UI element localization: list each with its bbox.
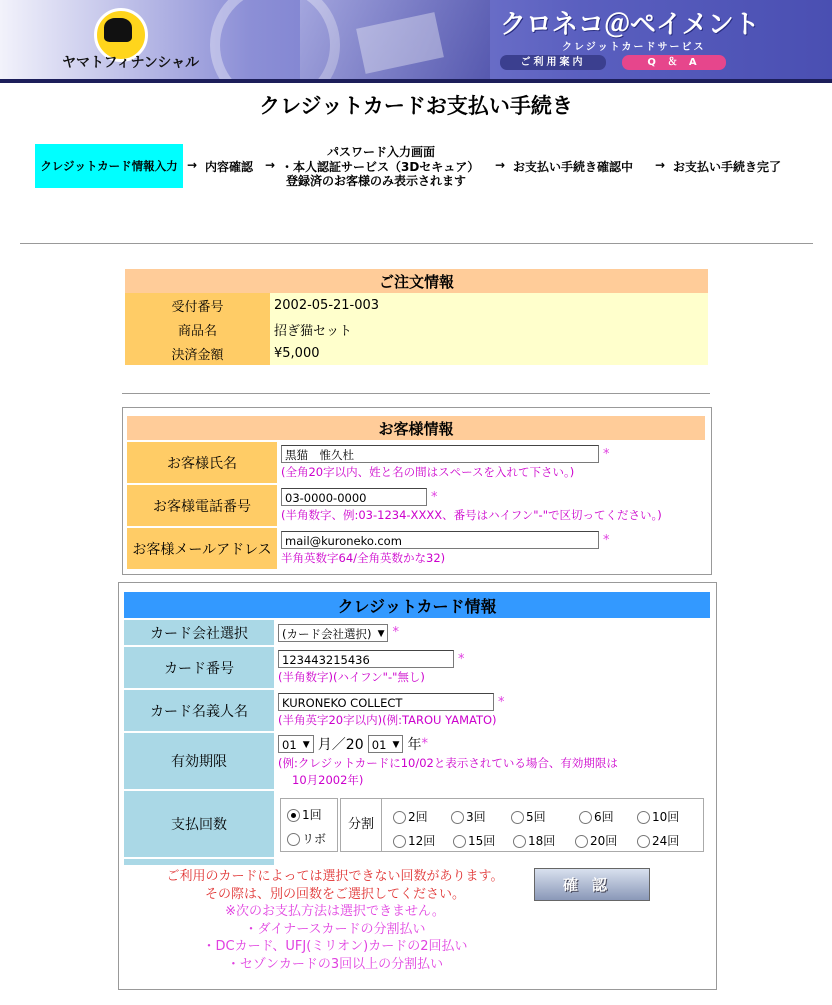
customer-name-hint: (全角20字以内、姓と名の間はスペースを入れて下さい。) — [281, 465, 575, 479]
radio-icon — [287, 833, 300, 846]
split-option-label: 15回 — [468, 834, 496, 848]
option-split-6[interactable] — [579, 808, 614, 825]
step-complete: お支払い手続き完了 — [673, 160, 782, 174]
split-option-label: 5回 — [526, 810, 546, 824]
order-header: ご注文情報 — [125, 269, 708, 293]
notice-line: ご利用のカードによっては選択できない回数があります。 — [166, 869, 504, 884]
order-label: 決済金額 — [125, 341, 270, 365]
step-arrow: → — [265, 158, 276, 172]
divider — [122, 393, 710, 394]
step-auth: ・本人認証サービス（3Dセキュア） — [281, 160, 480, 174]
customer-phone-input[interactable]: 03-0000-0000 — [281, 488, 427, 506]
required-mark: * — [392, 625, 399, 640]
card-number-hint: (半角数字)(ハイフン"-"無し) — [278, 670, 425, 684]
black-cat-icon — [104, 18, 132, 42]
notice-line: ・ダイナースカードの分割払い — [244, 921, 426, 937]
notice-line: その際は、別の回数をご選択してください。 — [204, 886, 465, 902]
step-arrow: → — [495, 158, 506, 172]
card-expiry-label: 有効期限 — [124, 733, 274, 789]
table-row — [125, 317, 708, 341]
split-option-label: 18回 — [528, 834, 556, 848]
label-spacer — [124, 859, 274, 865]
radio-icon — [393, 811, 406, 824]
expiry-month-unit: 月／20 — [317, 737, 364, 753]
customer-phone-label: お客様電話番号 — [127, 485, 277, 526]
option-split-12[interactable] — [393, 832, 435, 849]
notice-line: ※次のお支払方法は選択できません。 — [225, 904, 445, 919]
option-split-18[interactable] — [513, 832, 555, 849]
expiry-year-unit: 年 — [407, 737, 422, 753]
split-option-label: 6回 — [594, 810, 614, 824]
qa-button[interactable]: Q ＆ A — [622, 55, 726, 70]
option-split-20[interactable] — [575, 832, 617, 849]
option-split-24[interactable] — [637, 832, 679, 849]
split-option-label: 2回 — [408, 810, 428, 824]
option-split-2[interactable] — [393, 808, 428, 825]
order-label: 受付番号 — [125, 293, 270, 317]
card-holder-label: カード名義人名 — [124, 690, 274, 731]
order-value: 招ぎ猫セット — [270, 317, 708, 341]
customer-header: お客様情報 — [127, 416, 705, 440]
option-split-3[interactable] — [451, 808, 486, 825]
table-row — [125, 293, 708, 317]
order-value: 2002-05-21-003 — [270, 293, 708, 317]
step-processing: お支払い手続き確認中 — [513, 160, 634, 174]
radio-icon — [579, 811, 592, 824]
split-label: 分割 — [341, 799, 382, 851]
radio-icon — [513, 835, 526, 848]
banner-underline — [0, 79, 832, 83]
customer-info-section — [122, 407, 712, 575]
split-option-label: 24回 — [652, 834, 680, 848]
payment-basic-group — [280, 798, 338, 852]
payment-notice — [125, 868, 545, 973]
step-arrow: → — [655, 158, 666, 172]
notice-line: ・セゾンカードの3回以上の分割払い — [226, 956, 444, 972]
chevron-down-icon: ▼ — [302, 740, 310, 750]
service-brand: クロネコ＠ペイメント — [500, 10, 760, 40]
radio-icon — [637, 835, 650, 848]
radio-icon — [511, 811, 524, 824]
order-label: 商品名 — [125, 317, 270, 341]
logo-text: ヤマトフィナンシャル — [62, 55, 200, 71]
service-subtitle: クレジットカードサービス — [562, 42, 706, 53]
expiry-month-value: 01 — [282, 738, 297, 752]
required-mark: * — [498, 694, 505, 710]
step-arrow: → — [187, 158, 198, 172]
option-revolving[interactable] — [287, 830, 326, 847]
card-header: クレジットカード情報 — [124, 592, 710, 618]
radio-icon — [453, 835, 466, 848]
payment-count-label: 支払回数 — [124, 791, 274, 857]
card-holder-input[interactable]: KURONEKO COLLECT — [278, 693, 494, 711]
option-once[interactable] — [287, 806, 322, 823]
step-password-note: 登録済のお客様のみ表示されます — [286, 174, 467, 188]
radio-icon — [393, 835, 406, 848]
option-once-label: 1回 — [302, 808, 322, 822]
radio-icon — [575, 835, 588, 848]
radio-icon — [637, 811, 650, 824]
option-split-15[interactable] — [453, 832, 495, 849]
customer-phone-hint: (半角数字、例:03-1234-XXXX、番号はハイフン"-"で区切ってください。) — [281, 508, 662, 522]
card-number-input[interactable]: 123443215436 — [278, 650, 454, 668]
radio-icon — [451, 811, 464, 824]
card-holder-hint: (半角英字20字以内)(例:TAROU YAMATO) — [278, 713, 497, 727]
split-option-label: 20回 — [590, 834, 618, 848]
customer-email-hint: 半角英数字64/全角英数かな32) — [281, 551, 446, 565]
progress-steps — [35, 143, 825, 189]
card-company-select[interactable] — [278, 624, 388, 642]
split-option-label: 12回 — [408, 834, 436, 848]
guide-button[interactable]: ご利用案内 — [500, 55, 606, 70]
expiry-year-value: 01 — [371, 738, 387, 752]
header-banner — [0, 0, 832, 79]
card-company-label: カード会社選択 — [124, 620, 274, 645]
step-password-title: パスワード入力画面 — [327, 145, 436, 159]
page-title: クレジットカードお支払い手続き — [259, 94, 573, 118]
option-split-10[interactable] — [637, 808, 679, 825]
card-info-table — [124, 590, 710, 867]
order-value: ¥5,000 — [270, 341, 708, 365]
required-mark: * — [458, 651, 465, 667]
required-mark: * — [603, 532, 610, 548]
split-option-label: 10回 — [652, 810, 680, 824]
card-number-label: カード番号 — [124, 647, 274, 688]
order-info-table — [125, 269, 708, 365]
confirm-button[interactable]: 確認 — [534, 868, 650, 901]
chevron-down-icon: ▼ — [392, 740, 400, 750]
payment-split-group — [340, 798, 704, 852]
customer-email-input[interactable]: mail@kuroneko.com — [281, 531, 599, 549]
customer-name-input[interactable]: 黒猫 惟久杜 — [281, 445, 599, 463]
required-mark: * — [603, 446, 610, 462]
radio-selected-icon — [287, 809, 300, 822]
customer-name-label: お客様氏名 — [127, 442, 277, 483]
table-row — [125, 341, 708, 365]
card-expiry-hint-example: 10月2002年) — [292, 773, 364, 787]
notice-line: ・DCカード、UFJ(ミリオン)カードの2回払い — [202, 939, 468, 954]
divider — [20, 243, 813, 244]
customer-email-label: お客様メールアドレス — [127, 528, 277, 569]
payment-options — [274, 794, 709, 854]
expiry-year-select[interactable] — [368, 735, 404, 753]
card-expiry-hint: (例:クレジットカードに10/02と表示されている場合、有効期限は — [278, 756, 618, 770]
chevron-down-icon: ▼ — [377, 628, 385, 639]
step-current: クレジットカード情報入力 — [35, 144, 183, 188]
required-mark: * — [421, 736, 429, 752]
card-company-value: (カード会社選択) — [282, 626, 372, 641]
expiry-month-select[interactable] — [278, 735, 314, 753]
step-confirm: 内容確認 — [205, 160, 254, 174]
option-split-5[interactable] — [511, 808, 546, 825]
split-option-label: 3回 — [466, 810, 486, 824]
option-revolving-label: リボ — [302, 832, 327, 846]
customer-info-table — [127, 414, 705, 571]
required-mark: * — [431, 489, 438, 505]
